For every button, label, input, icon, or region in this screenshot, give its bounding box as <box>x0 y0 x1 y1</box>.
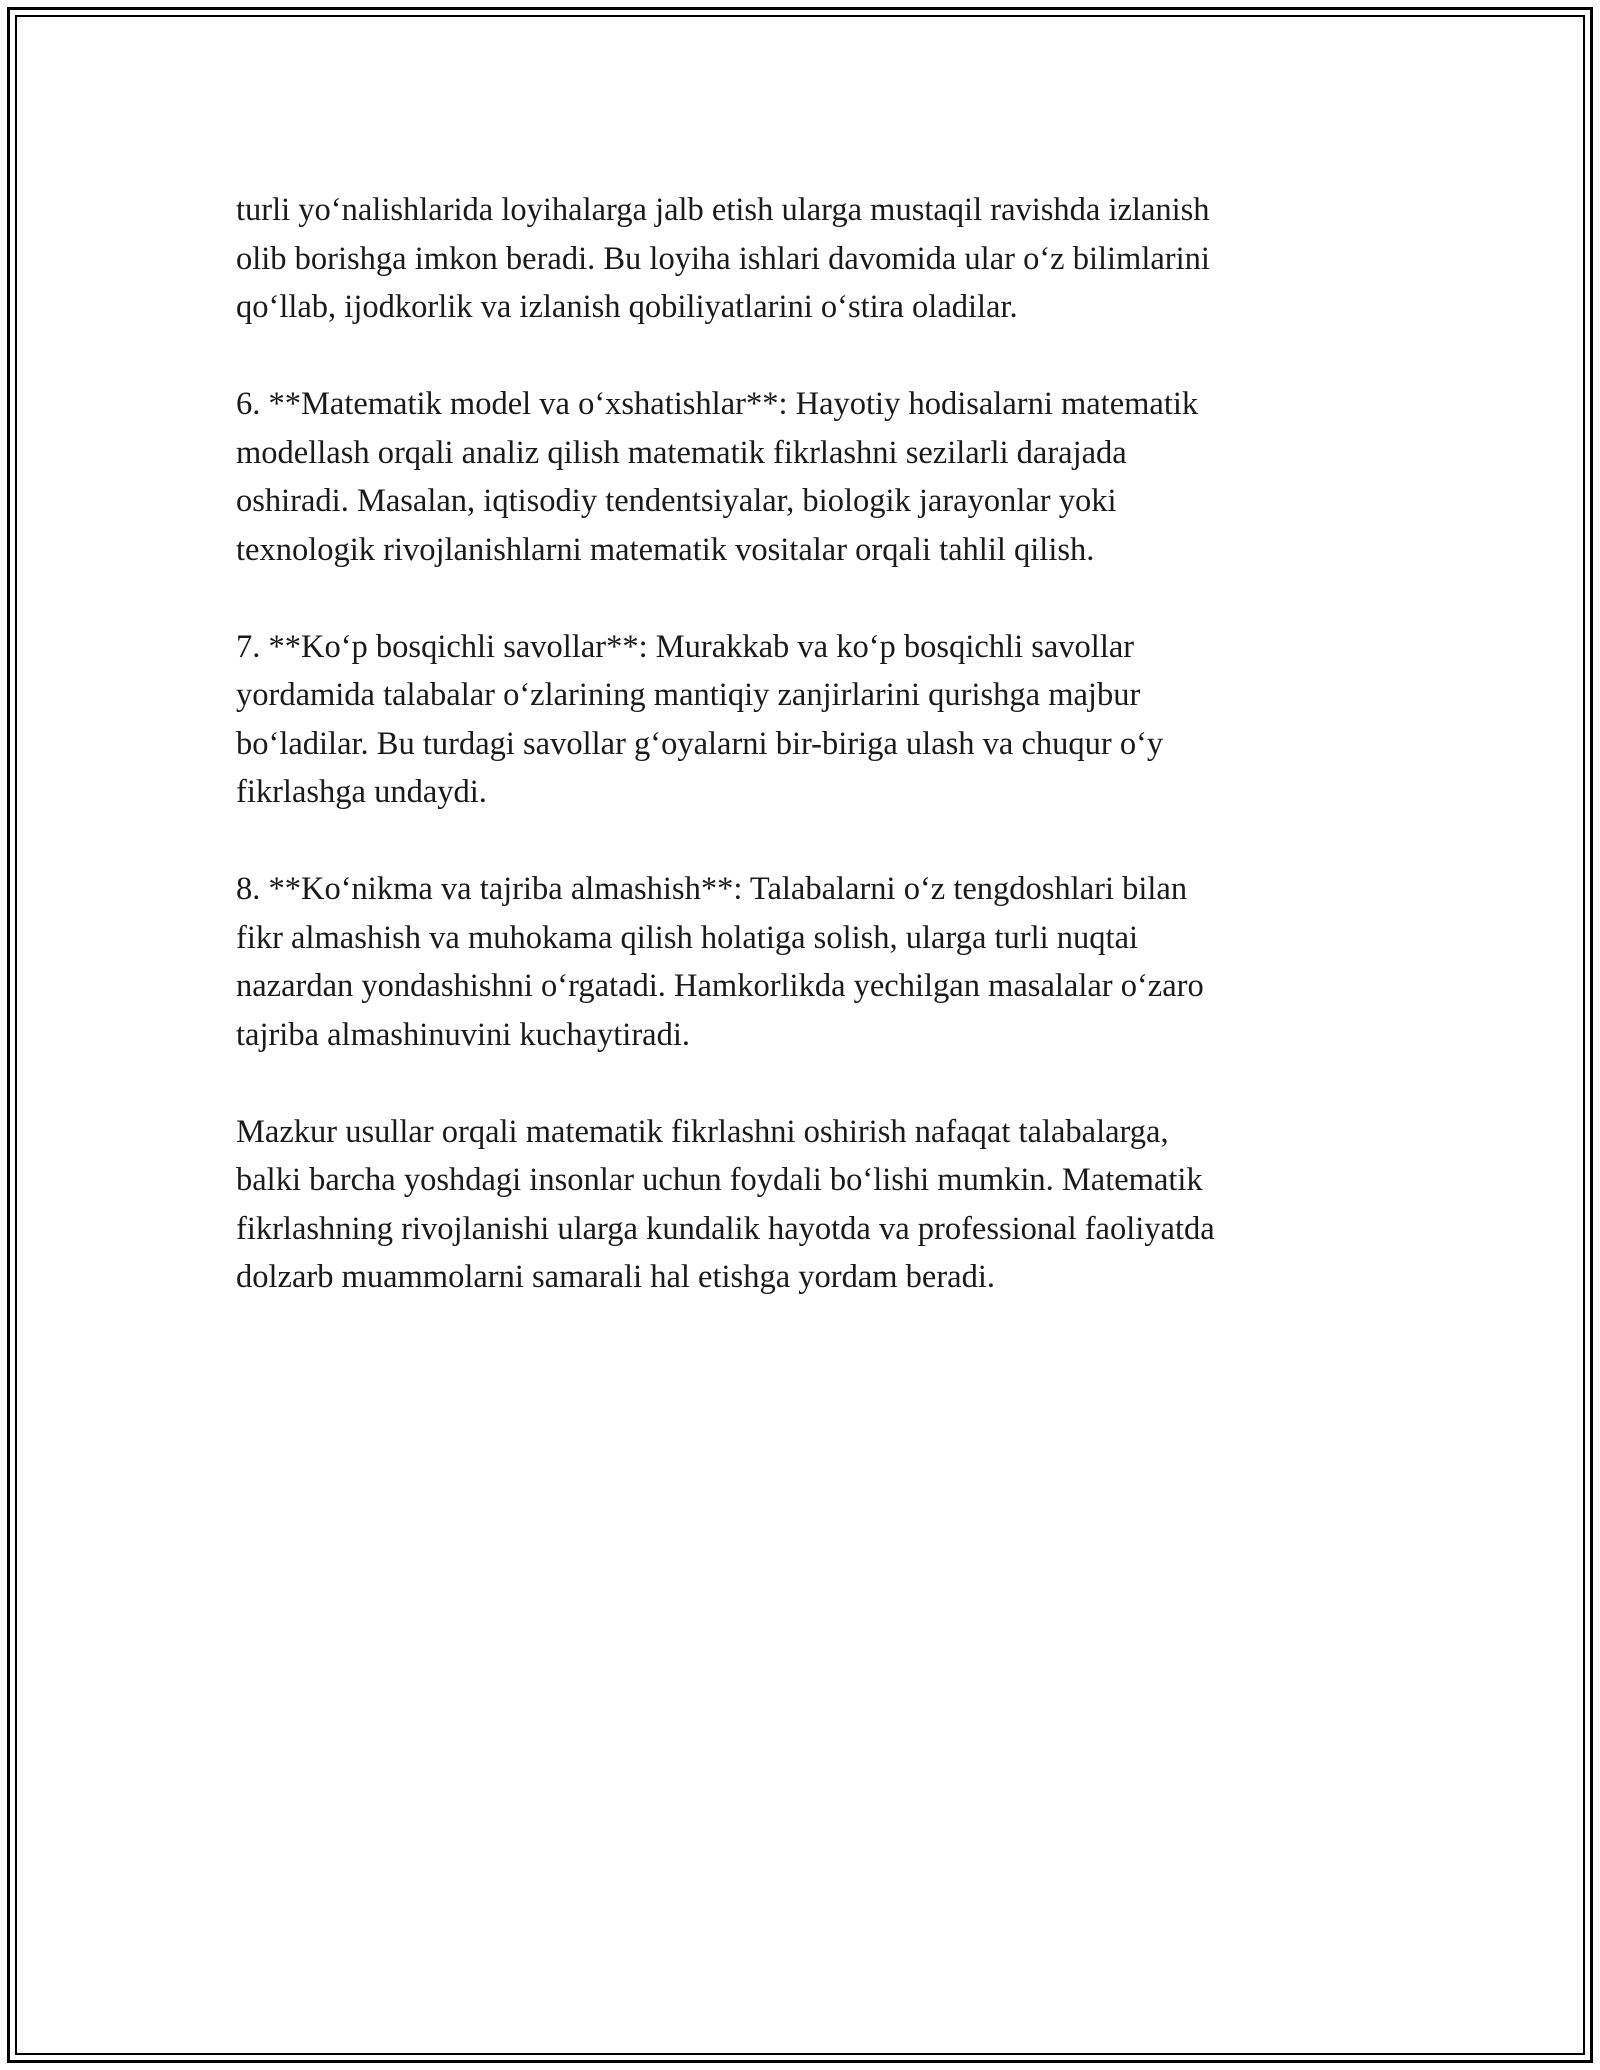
paragraph-project-work <box>236 186 1366 332</box>
text-line: texnologik rivojlanishlarni matematik vositalar orqali tahlil qilish. <box>236 531 1095 568</box>
document-body <box>236 186 1366 1350</box>
text-line: qo‘llab, ijodkorlik va izlanish qobiliyatlarini o‘stira oladilar. <box>236 289 1018 325</box>
text-line: yordamida talabalar o‘zlarining mantiqiy zanjirlarini qurishga majbur <box>236 677 1141 713</box>
text-line: tajriba almashinuvini kuchaytiradi. <box>236 1016 690 1053</box>
text-line: olib borishga imkon beradi. Bu loyiha ishlari davomida ular o‘z bilimlarini <box>236 240 1210 277</box>
text-line: fikrlashga undaydi. <box>236 774 487 810</box>
paragraph-conclusion <box>236 1108 1366 1302</box>
text-line: bo‘ladilar. Bu turdagi savollar g‘oyalarni bir-biriga ulash va chuqur o‘y <box>236 725 1164 762</box>
text-line: modellash orqali analiz qilish matematik fikrlashni sezilarli darajada <box>236 434 1127 471</box>
text-line: Mazkur usullar orqali matematik fikrlashni oshirish nafaqat talabalarga, <box>236 1113 1169 1150</box>
text-line: 7. **Ko‘p bosqichli savollar**: Murakkab va ko‘p bosqichli savollar <box>236 628 1135 665</box>
text-line: 6. **Matematik model va o‘xshatishlar**: Hayotiy hodisalarni matematik <box>236 386 1199 422</box>
text-line: fikr almashish va muhokama qilish holatiga solish, ularga turli nuqtai <box>236 919 1139 956</box>
text-line: fikrlashning rivojlanishi ularga kundalik hayotda va professional faoliyatda <box>236 1210 1215 1247</box>
text-line: balki barcha yoshdagi insonlar uchun foydali bo‘lishi mumkin. Matematik <box>236 1162 1203 1198</box>
text-line: oshiradi. Masalan, iqtisodiy tendentsiyalar, biologik jarayonlar yoki <box>236 483 1117 519</box>
paragraph-item-6 <box>236 380 1366 574</box>
text-line: nazardan yondashishni o‘rgatadi. Hamkorlikda yechilgan masalalar o‘zaro <box>236 968 1204 1004</box>
text-line: turli yo‘nalishlarida loyihalarga jalb etish ularga mustaqil ravishda izlanish <box>236 192 1210 228</box>
paragraph-item-8 <box>236 865 1366 1059</box>
text-line: dolzarb muammolarni samarali hal etishga yordam beradi. <box>236 1259 995 1295</box>
paragraph-item-7 <box>236 623 1366 817</box>
text-line: 8. **Ko‘nikma va tajriba almashish**: Talabalarni o‘z tengdoshlari bilan <box>236 871 1188 907</box>
